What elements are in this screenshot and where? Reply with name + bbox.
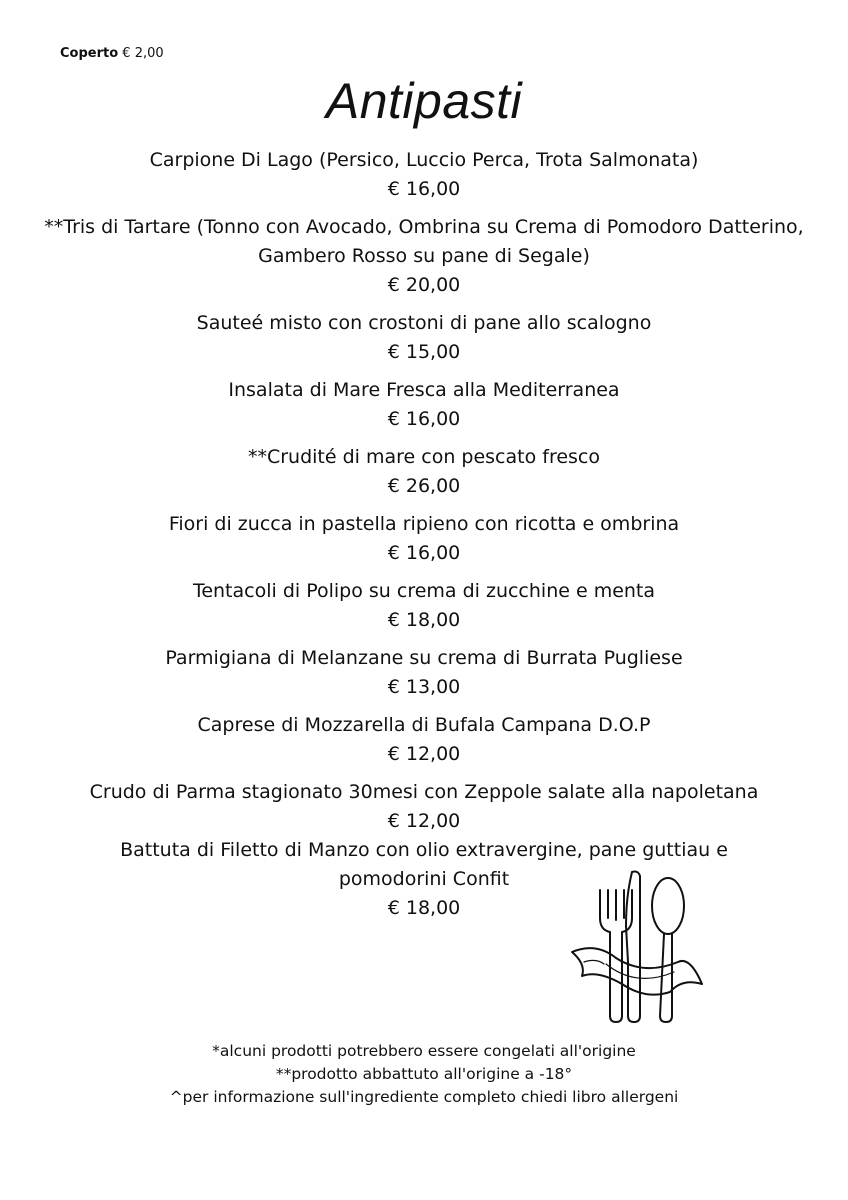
menu-item — [20, 309, 828, 367]
menu-item-price: € 15,00 — [387, 341, 461, 363]
menu-item-price: € 16,00 — [387, 178, 461, 200]
footnote: *alcuni prodotti potrebbero essere congelati all'origine — [212, 1042, 636, 1060]
coperto-price: € 2,00 — [122, 46, 164, 61]
menu-item — [20, 510, 828, 568]
menu-item-price: € 13,00 — [387, 676, 461, 698]
menu-item-name: Fiori di zucca in pastella ripieno con ricotta e ombrina — [168, 513, 680, 535]
menu-item — [20, 213, 828, 300]
coperto-label: Coperto — [60, 46, 119, 61]
menu-item — [20, 443, 828, 501]
menu-item-price: € 16,00 — [387, 408, 461, 430]
cutlery-icon — [566, 866, 706, 1026]
menu-item-price: € 18,00 — [387, 609, 461, 631]
menu-item-name: Insalata di Mare Fresca alla Mediterranea — [228, 379, 620, 401]
menu-item — [20, 778, 828, 836]
menu-item-price: € 12,00 — [387, 743, 461, 765]
menu-item-name: Sauteé misto con crostoni di pane allo scalogno — [196, 312, 652, 334]
menu-item — [20, 577, 828, 635]
menu-item — [20, 836, 828, 923]
menu-item — [20, 376, 828, 434]
menu-item — [20, 711, 828, 769]
menu-item-price: € 18,00 — [387, 897, 461, 919]
menu-item-price: € 20,00 — [387, 274, 461, 296]
menu-item-name: Battuta di Filetto di Manzo con olio extravergine, pane guttiau e pomodorini Confit — [120, 839, 728, 890]
menu-item-name: **Crudité di mare con pescato fresco — [247, 446, 601, 468]
menu-item-name: Carpione Di Lago (Persico, Luccio Perca, Trota Salmonata) — [149, 149, 699, 171]
menu-item-name: Caprese di Mozzarella di Bufala Campana D.O.P — [197, 714, 651, 736]
menu-item-price: € 12,00 — [387, 810, 461, 832]
menu-item — [20, 146, 828, 204]
menu-item-name: Tentacoli di Polipo su crema di zucchine e menta — [192, 580, 656, 602]
footnote: ^per informazione sull'ingrediente completo chiedi libro allergeni — [169, 1088, 679, 1106]
footnote: **prodotto abbattuto all'origine a -18° — [275, 1065, 573, 1083]
menu-item — [20, 644, 828, 702]
menu-item-price: € 16,00 — [387, 542, 461, 564]
page-title: Antipasti — [325, 73, 523, 129]
menu-item-price: € 26,00 — [387, 475, 461, 497]
menu-list — [20, 146, 828, 923]
menu-item-name: **Tris di Tartare (Tonno con Avocado, Ombrina su Crema di Pomodoro Datterino, Gambero Rosso su pane di Segale) — [44, 216, 804, 267]
footnotes — [0, 1040, 848, 1109]
menu-item-name: Parmigiana di Melanzane su crema di Burrata Pugliese — [165, 647, 683, 669]
menu-item-name: Crudo di Parma stagionato 30mesi con Zeppole salate alla napoletana — [89, 781, 759, 803]
coperto-line — [60, 46, 164, 61]
